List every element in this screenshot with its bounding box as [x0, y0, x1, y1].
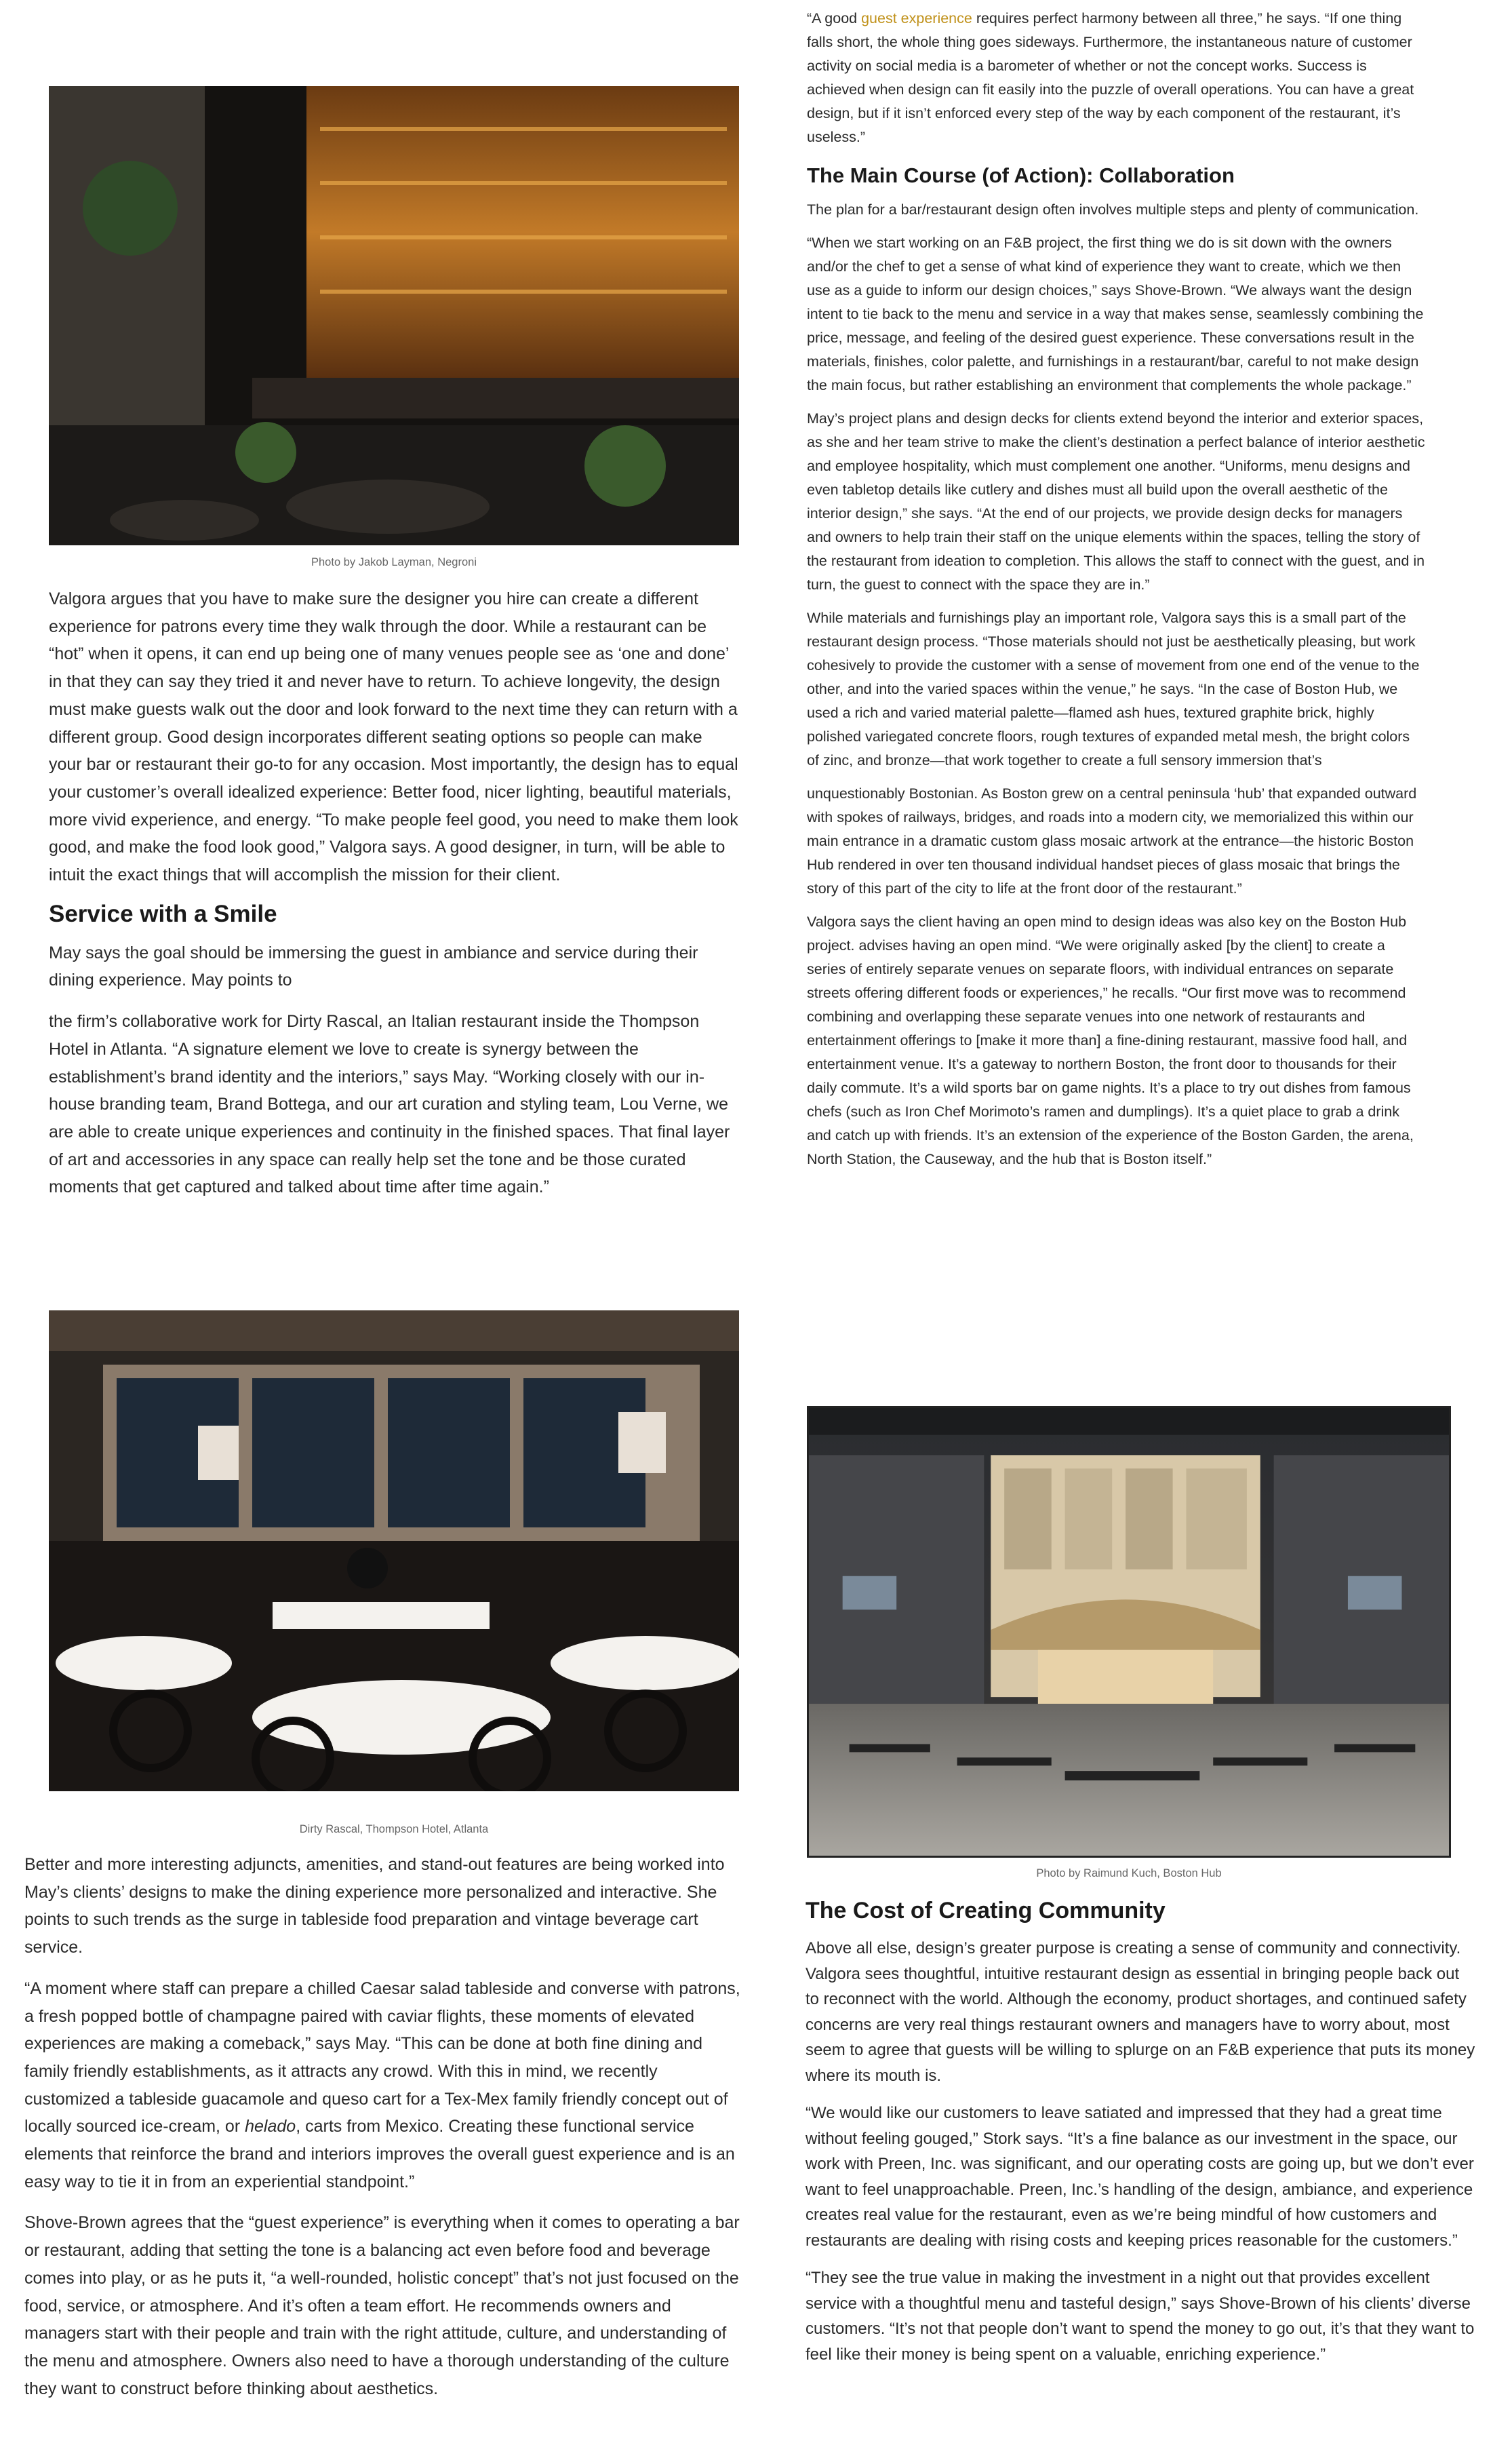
cost-paragraph-1: Above all else, design’s greater purpose is creating a sense of community and connectivity. Valgora sees thoughtful, intuitive restaurant design as essential in bringing people back out to reconnect with the world. Although the economy, product shortages, and continued safety concerns are very real things restaurant owners and managers have to worry about, most seem to agree that guests will be willing to splurge on an F&B experience that puts its money where its mouth is. [805, 1939, 1475, 2085]
valgora-paragraph: Valgora argues that you have to make sure the designer you hire can create a different experience for patrons every time they walk through the door. While a restaurant can be “hot” when it opens, it can end up being one of many venues people see as ‘one and done’ in that they can say they tried it and never have to return. To achieve longevity, the design must make guests walk out the door and look forward to the next time they can return with a different group. Good design incorporates different seating options so people can make your bar or restaurant their go-to for any occasion. Most importantly, the design has to equal your customer’s overall idealized experience: Better food, nicer lighting, beautiful materials, more vivid experience, and energy. “To make people feel good, you need to make them look good, and make the food look good,” Valgora says. A good designer, in turn, will be able to intuit the exact things that will accomplish the mission for their client. [49, 589, 738, 885]
photo-dirty-rascal-caption: Dirty Rascal, Thompson Hotel, Atlanta [299, 1823, 489, 1835]
photo-boston-hub-caption: Photo by Raimund Kuch, Boston Hub [1036, 1867, 1222, 1879]
intro-paragraph: “A good guest experience requires perfect harmony between all three,” he says. “If one thing falls short, the whole thing goes sideways. Furthermore, the instantaneous nature of customer activity on social media is a barometer of whether or not the concept works. Success is achieved when design can fit easily into the puzzle of overall operations. You can have a great design, but if it isn’t enforced every step of the way by each component of the restaurant, it’s useless.” [807, 10, 1414, 145]
article-column-right-bottom [805, 1895, 1477, 2367]
collab-paragraph-6: Valgora says the client having an open mind to design ideas was also key on the Boston Hub project. advises having an open mind. “We were originally asked [by the client] to create a series of entirely separate venues on separate floors, with individual entrances on separate streets offering different foods or experiences,” he recalls. “Our first move was to recommend combining and overlapping these separate venues into one network of restaurants and entertainment offerings to [make it more than] a fine-dining restaurant, massive food hall, and entertainment venue. It’s a gateway to northern Boston, the front door to thousands for their daily commute. It’s a wild sports bar on game nights. It’s a place to try out dishes from famous chefs (such as Iron Chef Morimoto’s ramen and dumplings). It’s a quiet place to grab a drink and catch up with friends. It’s an extension of the experience of the Boston Garden, the arena, North Station, the Causeway, and the hub that is Boston itself.” [807, 914, 1414, 1167]
article-column-right-top [807, 7, 1425, 1171]
heading-cost-of-community: The Cost of Creating Community [805, 1898, 1166, 1923]
caesar-paragraph: “A moment where staff can prepare a chilled Caesar salad tableside and converse with patrons, a fresh popped bottle of champagne paired with caviar flights, these moments of elevated experiences are making a comeback,” says May. “This can be done at both fine dining and family friendly establishments, as it attracts any crowd. With this in mind, we recently customized a tableside guacamole and queso cart for a Tex-Mex family friendly concept out of locally sourced ice-cream, or helado, carts from Mexico. Creating these functional service elements that reinforce the brand and interiors improves the overall guest experience and is an easy way to tie it in from an experiential standpoint.” [24, 1978, 740, 2191]
helado-emphasis: helado [245, 2117, 296, 2136]
service-paragraph-2: the firm’s collaborative work for Dirty Rascal, an Italian restaurant inside the Thompson Hotel in Atlanta. “A signature element we love to create is synergy between the establishment’s brand identity and the interiors,” says May. “Working closely with our in-house branding team, Brand Bottega, and our art curation and styling team, Lou Verne, we are able to create unique experiences and continuity in the finished spaces. That final layer of art and accessories in any space can really help set the tone and be those curated moments that get captured and talked about time after time again.” [49, 1012, 730, 1197]
photo-negroni-caption: Photo by Jakob Layman, Negroni [311, 556, 477, 568]
guest-experience-link[interactable]: guest experience [861, 10, 972, 26]
cost-paragraph-3: “They see the true value in making the investment in a night out that provides excellent service with a thoughtful menu and tasteful design,” says Shove-Brown of his clients’ diverse customers. “It’s not that people don’t want to spend the money to go out, it’s that they want to feel like their money is being spent on a valuable, enriching experience.” [805, 2269, 1475, 2364]
collab-paragraph-3: May’s project plans and design decks for clients extend beyond the interior and exterior spaces, as she and her team strive to make the client’s destination a perfect balance of interior aesthetic and employee hospitality, which must complement one another. “Uniforms, menu designs and even tabletop details like cutlery and dishes must all build upon the overall aesthetic of the interior design,” she says. “At the end of our projects, we provide design decks for managers and owners to help train their staff on the unique elements within the spaces, telling the story of the restaurant from ideation to completion. This allows the staff to connect with the guest, and in turn, the guest to connect with the space they are in.” [807, 410, 1425, 593]
article-column-left-bottom [24, 1851, 742, 2402]
photo-boston-hub [807, 1406, 1451, 1858]
shove-brown-paragraph: Shove-Brown agrees that the “guest experience” is everything when it comes to operating a bar or restaurant, adding that setting the tone is a balancing act even before food and beverage comes into play, or as he puts it, “a well-rounded, holistic concept” that’s not just focused on the food, service, or atmosphere. And it’s often a team effort. He recommends owners and managers start with their people and train with the right attitude, culture, and understanding of the menu and atmosphere. Owners also need to have a thorough understanding of the culture they want to construct before thinking about aesthetics. [24, 2213, 740, 2398]
collab-paragraph-2: “When we start working on an F&B project, the first thing we do is sit down with the owners and/or the chef to get a sense of what kind of experience they want to create, which we then use as a guide to inform our design choices,” says Shove-Brown. “We always want the design intent to tie back to the menu and service in a way that makes sense, seamlessly combining the price, message, and feeling of the desired guest experience. These conversations result in the materials, finishes, color palette, and furnishings in a restaurant/bar, careful to not make design the main focus, but rather establishing an environment that complements the whole package.” [807, 235, 1424, 393]
photo-dirty-rascal [49, 1310, 739, 1791]
collab-paragraph-4: While materials and furnishings play an important role, Valgora says this is a small part of the restaurant design process. “Those materials should not just be aesthetically pleasing, but work cohesively to provide the customer with a sense of movement from one end of the venue to the other, and into the varied spaces within the venue,” he says. “In the case of Boston Hub, we used a rich and varied material palette—flamed ash hues, textured graphite brick, highly polished variegated concrete floors, rough textures of expanded metal mesh, the bright colors of zinc, and bronze—that work together to create a full sensory immersion that’s [807, 610, 1420, 768]
heading-service-with-smile: Service with a Smile [49, 900, 277, 927]
article-column-left-top [49, 585, 739, 1201]
trends-paragraph: Better and more interesting adjuncts, amenities, and stand-out features are being worked into May’s clients’ designs to make the dining experience more personalized and interactive. She points to such trends as the surge in tableside food preparation and vintage beverage cart service. [24, 1855, 725, 1957]
heading-collaboration: The Main Course (of Action): Collaboration [807, 163, 1235, 187]
collab-paragraph-5: unquestionably Bostonian. As Boston grew on a central peninsula ‘hub’ that expanded outward with spokes of railways, bridges, and roads into a modern city, we memorialized this within our main entrance in a dramatic custom glass mosaic artwork at the entrance—the historic Boston Hub rendered in over ten thousand individual handset pieces of glass mosaic that brings the story of this part of the city to life at the front door of the restaurant.” [807, 785, 1417, 897]
collab-paragraph-1: The plan for a bar/restaurant design often involves multiple steps and plenty of communication. [807, 201, 1419, 218]
photo-negroni [49, 86, 739, 545]
cost-paragraph-2: “We would like our customers to leave satiated and impressed that they had a great time without feeling gouged,” Stork says. “It’s a fine balance as our investment in the space, our work with Preen, Inc. was significant, and our operating costs are going up, but we don’t ever want to feel unapproachable. Preen, Inc.’s handling of the design, ambiance, and experience creates real value for the restaurant, even as we’re being mindful of how customers and restaurants are dealing with rising costs and keeping prices reasonable for the customers.” [805, 2104, 1474, 2250]
service-paragraph-1: May says the goal should be immersing the guest in ambiance and service during their dining experience. May points to [49, 943, 698, 990]
